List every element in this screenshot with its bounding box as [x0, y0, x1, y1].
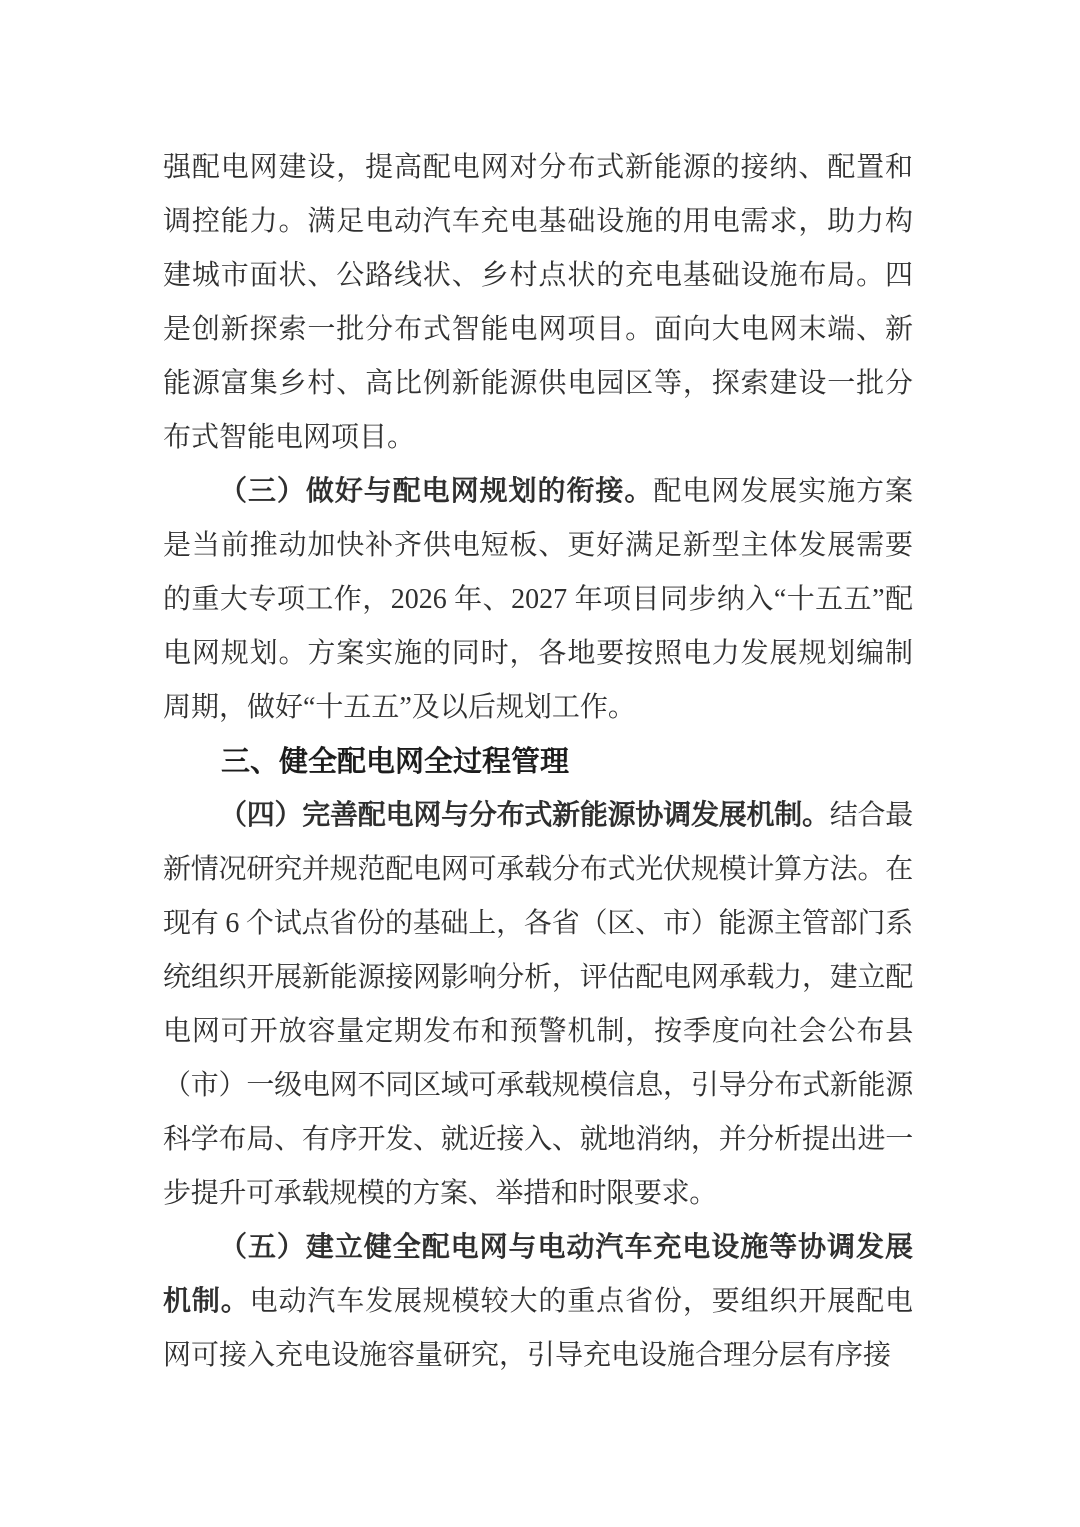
clause-lead-text: （四）完善配电网与分布式新能源协调发展机制。 — [219, 800, 830, 831]
body-text: 电动汽车发展规模较大的重点省份，要组织开展配电网可接入充电设施容量研究，引导充电设施合理分层有序接 — [163, 1286, 913, 1371]
paragraph — [163, 789, 913, 1221]
clause-lead-text: （三）做好与配电网规划的衔接。 — [219, 476, 654, 507]
body-text: 配电网发展实施方案是当前推动加快补齐供电短板、更好满足新型主体发展需要的重大专项工作，2026 年、2027 年项目同步纳入“十五五”配电网规划。方案实施的同时，各地要按照电力发展规划编制周期，做好“十五五”及以后规划工作。 — [163, 476, 913, 723]
clause-lead-text: （五）建立健全配电网与电动汽车充电设施等协调发展机制。 — [163, 1232, 913, 1317]
body-text: 结合最新情况研究并规范配电网可承载分布式光伏规模计算方法。在现有 6 个试点省份的基础上，各省（区、市）能源主管部门系统组织开展新能源接网影响分析，评估配电网承载力，建立配电网可开放容量定期发布和预警机制，按季度向社会公布县（市）一级电网不同区域可承载规模信息，引导分布式新能源科学布局、有序开发、就近接入、就地消纳，并分析提出进一步提升可承载规模的方案、举措和时限要求。 — [163, 800, 913, 1209]
paragraph — [163, 1221, 913, 1383]
paragraph — [163, 465, 913, 735]
heading-text: 三、健全配电网全过程管理 — [221, 746, 570, 778]
section-heading — [163, 735, 913, 789]
body-text: 强配电网建设，提高配电网对分布式新能源的接纳、配置和调控能力。满足电动汽车充电基础设施的用电需求，助力构建城市面状、公路线状、乡村点状的充电基础设施布局。四是创新探索一批分布式智能电网项目。面向大电网末端、新能源富集乡村、高比例新能源供电园区等，探索建设一批分布式智能电网项目。 — [163, 152, 913, 453]
paragraph — [163, 141, 913, 465]
document-body — [163, 141, 913, 1383]
